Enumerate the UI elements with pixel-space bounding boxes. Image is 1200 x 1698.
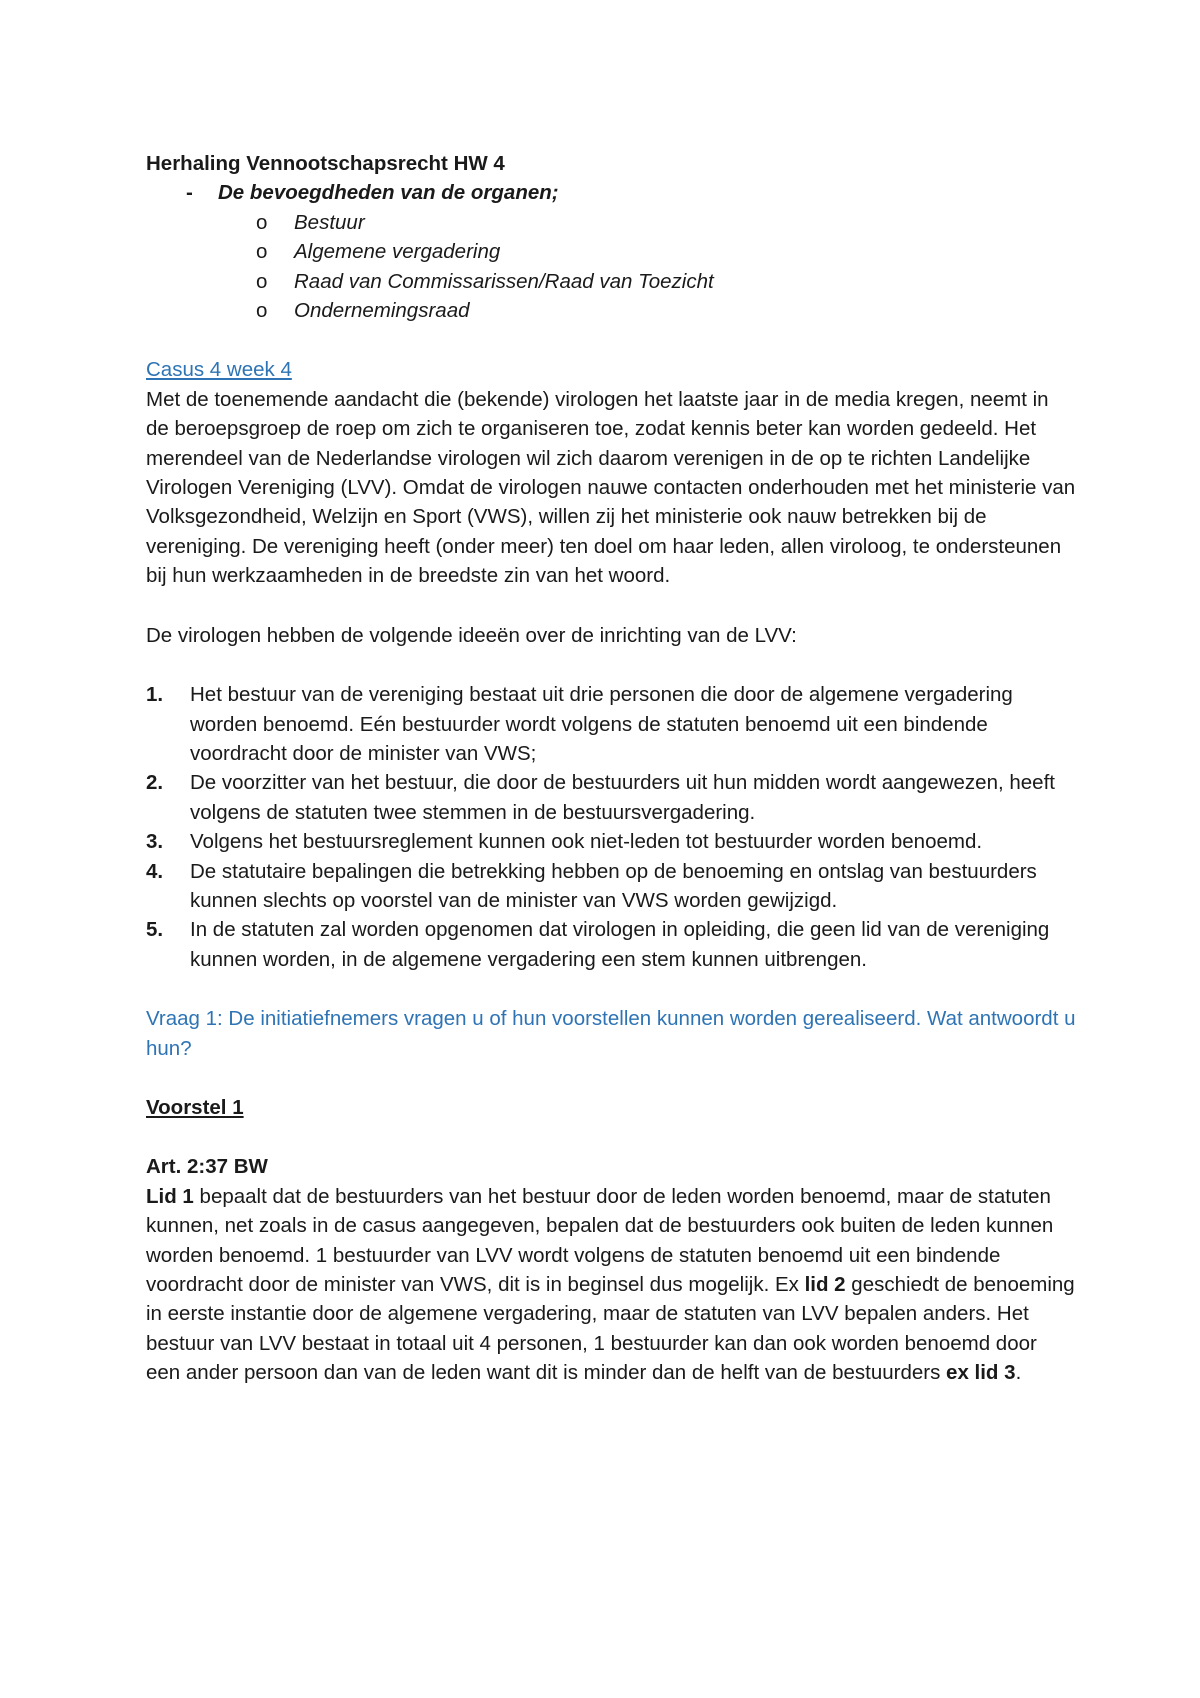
case-text: Met de toenemende aandacht die (bekende) virologen het laatste jaar in de media kregen, neemt in de beroepsgroep de roep om zich te organiseren toe, zodat kennis beter kan worden gedeeld. Het merendeel van de Nederlandse virologen wil zich daarom verenigen in de op te richten Landelijke Virologen Vereniging (LVV). Omdat de virologen nauwe contacten onderhouden met het ministerie van Volksgezondheid, Welzijn en Sport (VWS), willen zij het ministerie ook nauw betrekken bij de vereniging. De vereniging heeft (onder meer) ten doel om haar leden, allen viroloog, te ondersteunen bij hun werkzaamheden in de breedste zin van het woord. (146, 387, 1076, 588)
spacer (146, 591, 1076, 621)
item-text: Volgens het bestuursreglement kunnen ook niet-leden tot bestuurder worden benoemd. (190, 830, 983, 854)
spacer (146, 1063, 1076, 1093)
item-text: In de statuten zal worden opgenomen dat virologen in opleiding, die geen lid van de vereniging kunnen worden, in de algemene vergadering een stem kunnen uitbrengen. (190, 918, 1050, 971)
spacer (146, 974, 1076, 1004)
spacer (146, 1122, 1076, 1152)
list-item (146, 915, 1076, 974)
ideas-intro: De virologen hebben de volgende ideeën over de inrichting van de LVV: (146, 623, 797, 647)
answer-text: geschiedt de benoeming in eerste instantie door de algemene vergadering, maar de statuten van LVV bepalen anders. Het bestuur van LVV bestaat in totaal uit 4 personen, 1 bestuurder kan dan ook worden benoemd door een ander persoon dan van de leden want dit is minder dan de helft van de bestuurders (146, 1273, 1075, 1385)
item-number: 2. (146, 771, 164, 795)
topic-list (146, 178, 1076, 325)
organ-item: o Bestuur (146, 208, 1076, 237)
organ-item: o Algemene vergadering (146, 237, 1076, 266)
spacer (146, 650, 1076, 680)
proposal-heading: Voorstel 1 (146, 1095, 244, 1119)
item-number: 1. (146, 683, 164, 707)
organ-item: o Ondernemingsraad (146, 296, 1076, 325)
answer-ref: Lid 1 (146, 1184, 194, 1208)
spacer (146, 325, 1076, 355)
document-title: Herhaling Vennootschapsrecht HW 4 (146, 152, 505, 175)
answer-text: . (1015, 1361, 1022, 1385)
item-number: 4. (146, 859, 164, 883)
item-text: De voorzitter van het bestuur, die door de bestuurders uit hun midden wordt aangewezen, heeft volgens de statuten twee stemmen in de bestuursvergadering. (190, 771, 1055, 824)
document-content (146, 149, 1076, 1388)
item-number: 3. (146, 830, 164, 854)
topic-bullet: - De bevoegdheden van de organen; (146, 178, 1076, 207)
item-number: 5. (146, 918, 164, 942)
answer-ref: lid 2 (804, 1273, 846, 1296)
answer-text: bepaalt dat de bestuurders van het bestuur door de leden worden benoemd, maar de statuten kunnen, net zoals in de casus aangegeven, bepalen dat de bestuurders ook buiten de leden kunnen worden benoemd. 1 bestuurder van LVV wordt volgens de statuten benoemd uit een bindende voordracht door de minister van VWS, dit is in beginsel dus mogelijk. Ex (146, 1184, 1054, 1296)
article-heading: Art. 2:37 BW (146, 1155, 268, 1179)
ideas-list (146, 680, 1076, 974)
question-text: Vraag 1: De initiatiefnemers vragen u of hun voorstellen kunnen worden gerealiseerd. Wat antwoordt u hun? (146, 1007, 1076, 1060)
list-item (146, 768, 1076, 827)
list-item (146, 827, 1076, 856)
item-text: Het bestuur van de vereniging bestaat uit drie personen die door de algemene vergadering worden benoemd. Eén bestuurder wordt volgens de statuten benoemd uit een bindende voordracht door de minister van VWS; (190, 683, 1013, 765)
case-heading-link[interactable]: Casus 4 week 4 (146, 358, 292, 382)
list-item (146, 680, 1076, 768)
answer-ref: ex lid 3 (946, 1361, 1016, 1385)
list-item (146, 857, 1076, 916)
answer-paragraph (146, 1182, 1076, 1388)
item-text: De statutaire bepalingen die betrekking hebben op de benoeming en ontslag van bestuurders kunnen slechts op voorstel van de minister van VWS worden gewijzigd. (190, 859, 1037, 912)
organ-item: o Raad van Commissarissen/Raad van Toezicht (146, 267, 1076, 296)
